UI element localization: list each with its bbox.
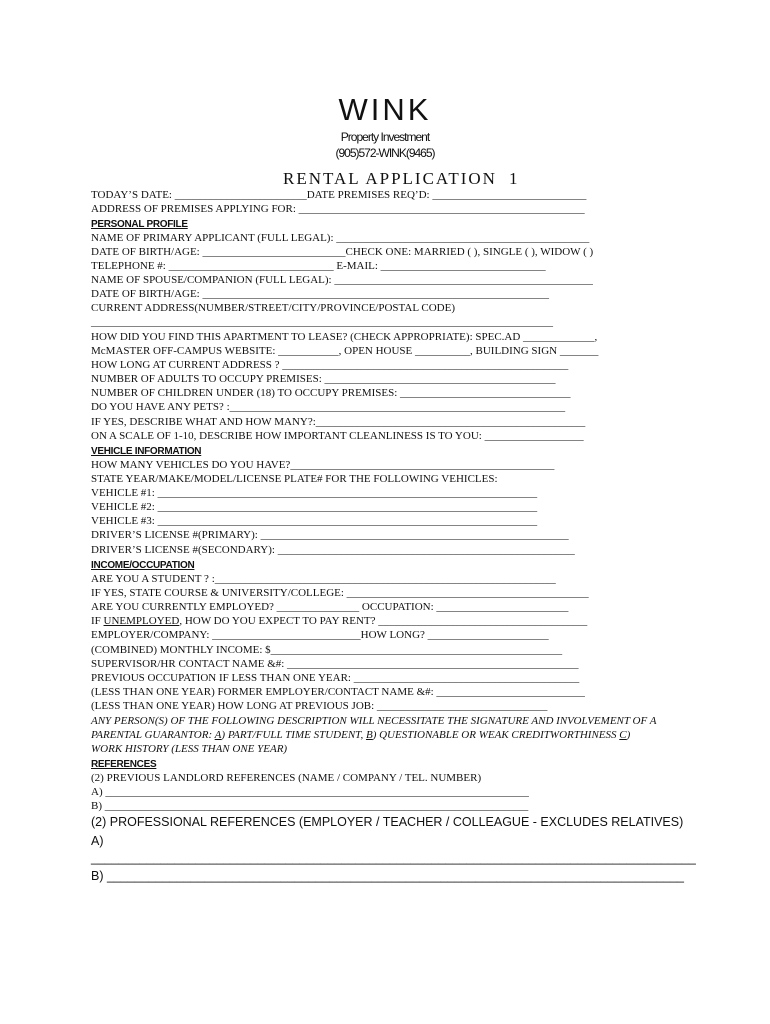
find-apartment-field[interactable]: HOW DID YOU FIND THIS APARTMENT TO LEASE? (CHECK APPROPRIATE): SPEC.AD _____________, (91, 331, 598, 343)
brand-subtitle: Property Investment (340, 130, 430, 144)
guarantor-text-c: ) QUESTIONABLE OR WEAK CREDITWORTHINESS (372, 729, 620, 741)
guarantor-letter-c: C (619, 729, 627, 741)
telephone-email-field[interactable]: TELEPHONE #: ______________________________ E-MAIL: ______________________________ (91, 260, 546, 272)
dob-marital-field[interactable]: DATE OF BIRTH/AGE: __________________________CHECK ONE: MARRIED ( ), SINGLE ( ), WIDOW ( ) (91, 246, 594, 258)
former-employer-field[interactable]: (LESS THAN ONE YEAR) FORMER EMPLOYER/CONTACT NAME &#: ___________________________ (91, 686, 585, 698)
professional-reference-a-field[interactable]: _______________________________________________________________________________________ (91, 851, 696, 865)
guarantor-text-d: ) (626, 729, 631, 741)
page-number: 1 (509, 169, 518, 188)
guarantor-letter-b: B (365, 729, 373, 741)
unemployed-prefix: IF (91, 615, 104, 627)
guarantor-notice-line-3: WORK HISTORY (LESS THAN ONE YEAR) (91, 743, 288, 755)
landlord-references-label: (2) PREVIOUS LANDLORD REFERENCES (NAME / COMPANY / TEL. NUMBER) (91, 772, 482, 784)
vehicle-2-field[interactable]: VEHICLE #2: _____________________________________________________________________ (91, 501, 538, 513)
section-references: REFERENCES (91, 759, 157, 770)
pets-field[interactable]: DO YOU HAVE ANY PETS? :_____________________________________________________________ (91, 401, 566, 413)
vehicle-details-label: STATE YEAR/MAKE/MODEL/LICENSE PLATE# FOR THE FOLLOWING VEHICLES: (91, 473, 498, 485)
spouse-dob-field[interactable]: DATE OF BIRTH/AGE: _______________________________________________________________ (91, 288, 549, 300)
guarantor-text-b: ) PART/FULL TIME STUDENT, (221, 729, 366, 741)
todays-date-field[interactable]: TODAY’S DATE: ________________________DATE PREMISES REQ’D: ____________________________ (91, 189, 587, 201)
vehicle-1-field[interactable]: VEHICLE #1: _____________________________________________________________________ (91, 487, 538, 499)
professional-reference-a-label: A) (91, 834, 104, 848)
spouse-name-field[interactable]: NAME OF SPOUSE/COMPANION (FULL LEGAL): _______________________________________________ (91, 274, 593, 286)
brand-phone: (905)572-WINK(9465) (335, 146, 435, 160)
form-title: RENTAL APPLICATION (283, 169, 497, 188)
current-address-field[interactable]: ____________________________________________________________________________________ (91, 316, 553, 328)
previous-occupation-field[interactable]: PREVIOUS OCCUPATION IF LESS THAN ONE YEAR: _________________________________________ (91, 672, 580, 684)
employer-company-field[interactable]: EMPLOYER/COMPANY: ___________________________HOW LONG? ______________________ (91, 629, 549, 641)
student-field[interactable]: ARE YOU A STUDENT ? :______________________________________________________________ (91, 573, 556, 585)
section-income-occupation: INCOME/OCCUPATION (91, 560, 195, 571)
guarantor-notice-line-1: ANY PERSON(S) OF THE FOLLOWING DESCRIPTION WILL NECESSITATE THE SIGNATURE AND INVOLVEMENT OF A (91, 715, 657, 727)
license-secondary-field[interactable]: DRIVER’S LICENSE #(SECONDARY): ______________________________________________________ (91, 544, 575, 556)
supervisor-contact-field[interactable]: SUPERVISOR/HR CONTACT NAME &#: _____________________________________________________ (91, 658, 579, 670)
how-long-current-field[interactable]: HOW LONG AT CURRENT ADDRESS ? ____________________________________________________ (91, 359, 569, 371)
primary-applicant-field[interactable]: NAME OF PRIMARY APPLICANT (FULL LEGAL): ______________________________________________ (91, 232, 590, 244)
license-primary-field[interactable]: DRIVER’S LICENSE #(PRIMARY): ________________________________________________________ (91, 529, 569, 541)
num-children-field[interactable]: NUMBER OF CHILDREN UNDER (18) TO OCCUPY PREMISES: _______________________________ (91, 387, 571, 399)
guarantor-notice-line-2 (91, 729, 630, 742)
professional-references-label: (2) PROFESSIONAL REFERENCES (EMPLOYER / TEACHER / COLLEAGUE - EXCLUDES RELATIVES) (91, 815, 684, 829)
guarantor-text-a: PARENTAL GUARANTOR: (91, 729, 215, 741)
describe-pets-field[interactable]: IF YES, DESCRIBE WHAT AND HOW MANY?:_________________________________________________ (91, 416, 586, 428)
section-vehicle-information: VEHICLE INFORMATION (91, 446, 202, 457)
landlord-reference-a-field[interactable]: A) _____________________________________________________________________________ (91, 786, 529, 798)
unemployed-word: UNEMPLOYED (103, 615, 180, 627)
unemployed-rent-field[interactable] (91, 615, 587, 628)
guarantor-letter-a: A (214, 729, 222, 741)
section-personal-profile: PERSONAL PROFILE (91, 219, 188, 230)
landlord-reference-b-field[interactable]: B) _____________________________________________________________________________ (91, 800, 529, 812)
monthly-income-field[interactable]: (COMBINED) MONTHLY INCOME: $_____________________________________________________ (91, 644, 563, 656)
find-apartment-sources-field[interactable]: McMASTER OFF-CAMPUS WEBSITE: ___________, OPEN HOUSE __________, BUILDING SIGN _______ (91, 345, 599, 357)
course-university-field[interactable]: IF YES, STATE COURSE & UNIVERSITY/COLLEGE: ____________________________________________ (91, 587, 589, 599)
how-many-vehicles-field[interactable]: HOW MANY VEHICLES DO YOU HAVE?________________________________________________ (91, 459, 555, 471)
num-adults-field[interactable]: NUMBER OF ADULTS TO OCCUPY PREMISES: __________________________________________ (91, 373, 556, 385)
professional-reference-b-field[interactable]: B) ___________________________________________________________________________________ (91, 869, 684, 883)
unemployed-suffix: , HOW DO YOU EXPECT TO PAY RENT? ______________________________________ (179, 615, 588, 627)
brand-name: WINK (338, 92, 432, 127)
address-premises-field[interactable]: ADDRESS OF PREMISES APPLYING FOR: ____________________________________________________ (91, 203, 585, 215)
vehicle-3-field[interactable]: VEHICLE #3: _____________________________________________________________________ (91, 515, 538, 527)
employed-occupation-field[interactable]: ARE YOU CURRENTLY EMPLOYED? _______________ OCCUPATION: ________________________ (91, 601, 569, 613)
current-address-label: CURRENT ADDRESS(NUMBER/STREET/CITY/PROVINCE/POSTAL CODE) (91, 302, 455, 314)
how-long-previous-field[interactable]: (LESS THAN ONE YEAR) HOW LONG AT PREVIOUS JOB: _______________________________ (91, 700, 548, 712)
cleanliness-field[interactable]: ON A SCALE OF 1-10, DESCRIBE HOW IMPORTANT CLEANLINESS IS TO YOU: __________________ (91, 430, 584, 442)
